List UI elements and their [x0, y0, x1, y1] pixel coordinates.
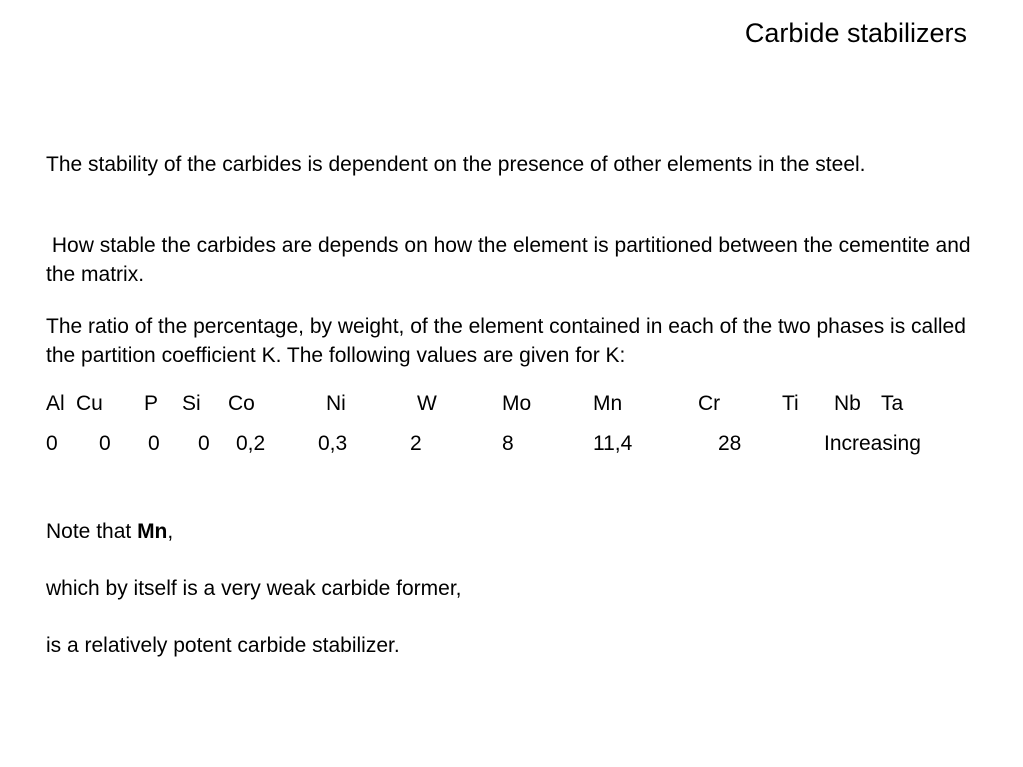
element-w: W [417, 392, 437, 415]
paragraph-stability: The stability of the carbides is dependent on the presence of other elements in the steel. [46, 153, 866, 176]
k-value-cu: 0 [99, 432, 111, 455]
element-ta: Ta [881, 392, 904, 415]
element-ni: Ni [326, 392, 346, 415]
k-value-si: 0 [198, 432, 210, 455]
k-value-cr: 28 [718, 432, 742, 455]
element-mo: Mo [502, 392, 532, 415]
k-value-mo: 8 [502, 432, 514, 455]
element-nb: Nb [834, 392, 861, 415]
k-value-w: 2 [410, 432, 422, 455]
k-value-row [0, 432, 1023, 462]
paragraph-ratio: The ratio of the percentage, by weight, of the element contained in each of the two phases is called the partition coefficient K. The following values are given for K: [46, 315, 966, 367]
note-line-2: which by itself is a very weak carbide former, [46, 577, 462, 600]
element-cr: Cr [698, 392, 721, 415]
k-value-al: 0 [46, 432, 58, 455]
note-prefix: Note that [46, 520, 138, 543]
slide-title: Carbide stabilizers [744, 18, 967, 48]
paragraph-partition: How stable the carbides are depends on how the element is partitioned between the cementite and the matrix. [46, 234, 977, 286]
k-value-co: 0,2 [236, 432, 266, 455]
element-al: Al [46, 392, 65, 415]
element-si: Si [182, 392, 201, 415]
note-suffix: , [167, 520, 174, 543]
k-value-mn: 11,4 [593, 432, 633, 455]
element-mn: Mn [593, 392, 623, 415]
k-value-p: 0 [148, 432, 160, 455]
element-ti: Ti [782, 392, 799, 415]
note-bold-mn: Mn [137, 520, 168, 543]
note-line-1 [46, 520, 173, 544]
k-value-ni: 0,3 [318, 432, 348, 455]
k-value-increasing: Increasing [824, 432, 921, 455]
element-p: P [144, 392, 159, 415]
note-line-3: is a relatively potent carbide stabilizer. [46, 634, 400, 657]
element-cu: Cu [76, 392, 103, 415]
element-co: Co [228, 392, 255, 415]
element-row [0, 392, 1023, 422]
